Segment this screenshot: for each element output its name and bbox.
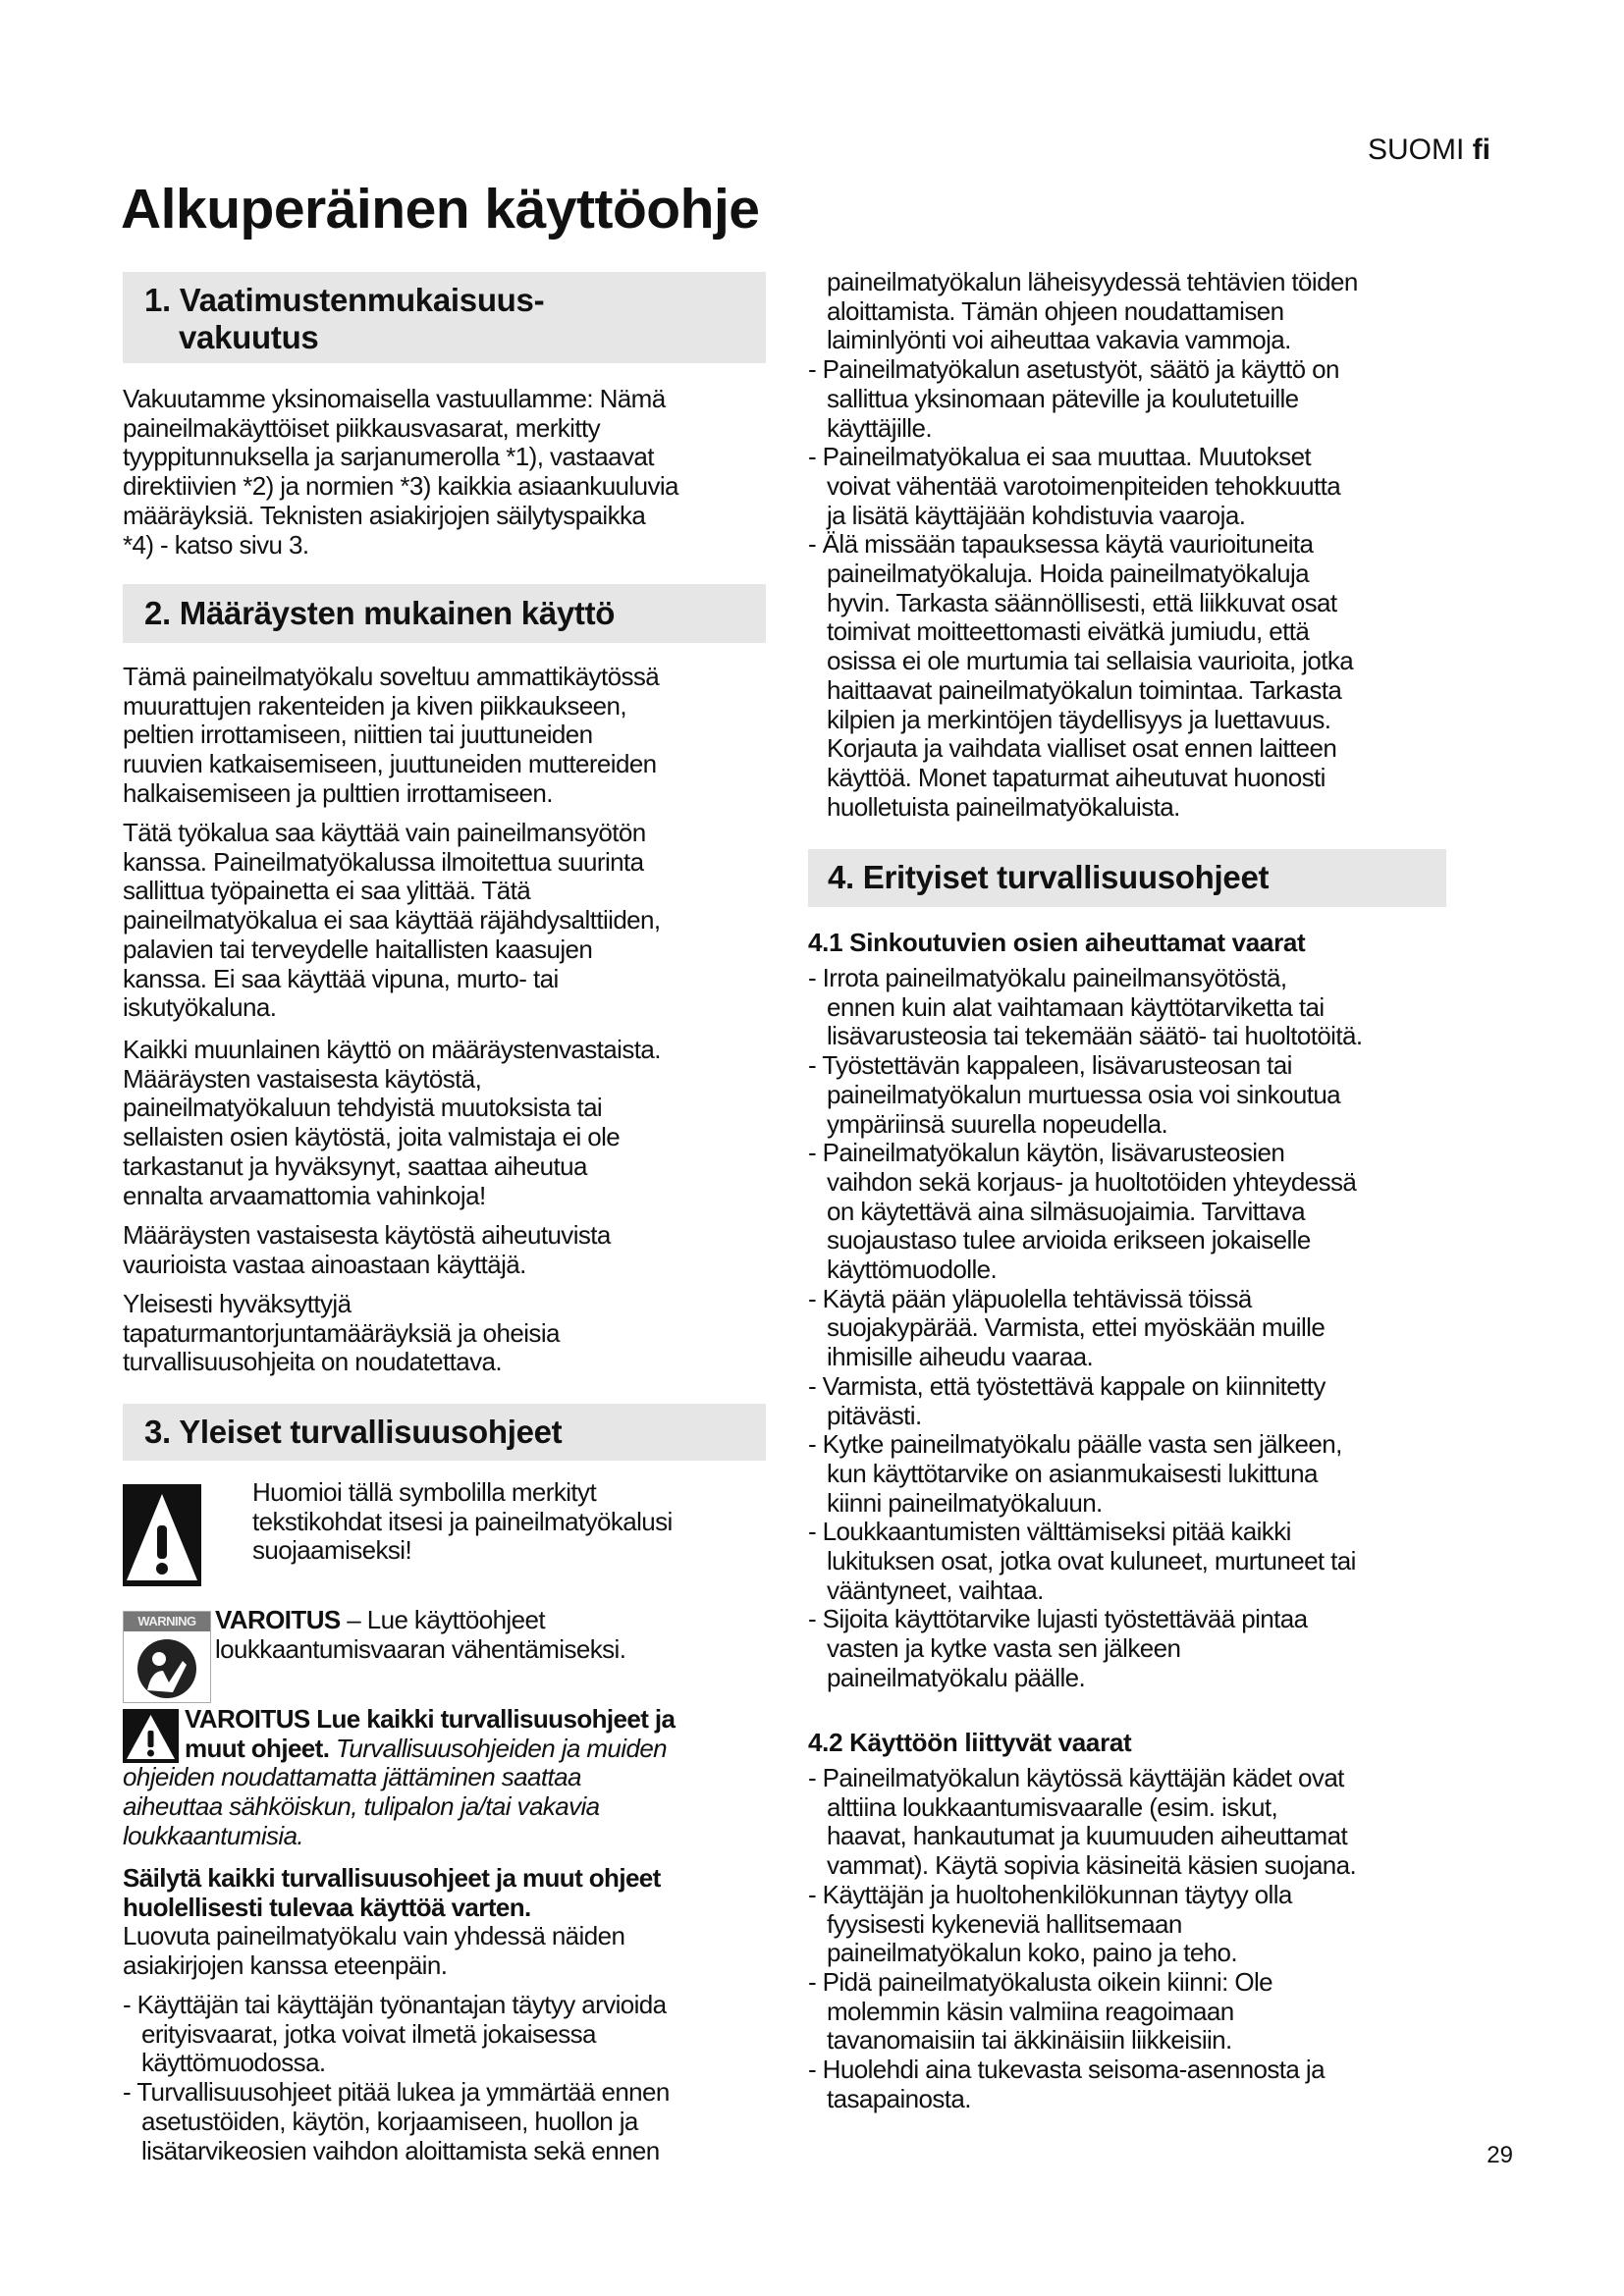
text-line: huolellisesti tulevaa käyttöä varten. <box>123 1892 531 1922</box>
bullet-line: paineilmatyökalun koko, paino ja teho. <box>827 1938 1238 1968</box>
general-warning-bold: muut ohjeet. <box>185 1733 336 1763</box>
bullet-line: - Huolehdi aina tukevasta seisoma-asennosta ja <box>808 2055 1325 2085</box>
general-warning-italic: Turvallisuusohjeiden ja muiden <box>335 1733 668 1763</box>
general-warning-bold: VAROITUS Lue kaikki turvallisuusohjeet ja <box>185 1704 676 1734</box>
text-line: asiakirjojen kanssa eteenpäin. <box>123 1949 448 1980</box>
general-warning <box>123 1705 675 1851</box>
section-1-heading <box>123 272 766 363</box>
text-line: loukkaantumisia. <box>123 1820 304 1850</box>
language-name: SUOMI <box>1368 133 1473 166</box>
liability-paragraph <box>123 1221 611 1279</box>
intended-use-paragraph <box>123 663 659 809</box>
bullet-item <box>808 1881 1356 1968</box>
bullet-line: - Pidä paineilmatyökalusta oikein kiinni: Ole <box>808 1966 1273 1997</box>
text-line: paineilmatyökaluun tehdyistä muutoksista tai <box>123 1093 603 1123</box>
bullet-item <box>123 2078 670 2165</box>
bullet-line: osissa ei ole murtumia tai sellaisia vaurioita, jotka <box>827 646 1354 676</box>
bullet-item <box>808 964 1362 1051</box>
bullet-line: - Paineilmatyökalua ei saa muuttaa. Muutokset <box>808 442 1312 472</box>
text-line: tyyppitunnuksella ja sarjanumerolla *1), vastaavat <box>123 442 654 472</box>
text-line: sallittua työpainetta ei saa ylittää. Tätä <box>123 876 531 906</box>
general-safety-bullets <box>123 1991 670 2165</box>
projectile-hazards-bullets <box>808 964 1362 1693</box>
read-manual-icon <box>124 1631 210 1702</box>
bullet-line: ihmisille aiheudu vaaraa. <box>827 1342 1094 1372</box>
subsection-4-1-heading: 4.1 Sinkoutuvien osien aiheuttamat vaarat <box>808 928 1306 957</box>
bullet-line: - Paineilmatyökalun asetustyöt, säätö ja käyttö on <box>808 354 1339 385</box>
text-line: Huomioi tällä symbolilla merkityt <box>252 1477 597 1507</box>
text-line: tarkastanut ja hyväksynyt, saattaa aiheutua <box>123 1150 587 1181</box>
bullet-line: - Irrota paineilmatyökalu paineilmansyötöstä, <box>808 963 1287 992</box>
bullet-line: - Paineilmatyökalun käytössä käyttäjän kädet ovat <box>808 1763 1344 1792</box>
bullet-line: vääntyneet, vaihtaa. <box>827 1575 1044 1605</box>
bullet-line: vaihdon sekä korjaus- ja huoltotöiden yhteydessä <box>827 1166 1357 1197</box>
bullet-line: - Käyttäjän tai käyttäjän työnantajan täytyy arvioida <box>123 1990 667 2019</box>
bullet-item <box>808 1968 1356 2056</box>
read-manual-warning <box>215 1606 625 1664</box>
text-line: Vakuutamme yksinomaisella vastuullamme: Nämä <box>123 384 666 413</box>
text-line: vaurioista vastaa ainoastaan käyttäjä. <box>123 1249 526 1279</box>
text-line: Määräysten vastaisesta käytöstä, <box>123 1063 482 1094</box>
bullet-line: haittaavat paineilmatyökalun toimintaa. Tarkasta <box>827 674 1342 705</box>
text-line: direktiivien *2) ja normien *3) kaikkia asiaankuuluvia <box>123 471 678 502</box>
bullet-line: käyttöä. Monet tapaturmat aiheutuvat huonosti <box>827 762 1326 792</box>
bullet-line: haavat, hankautumat ja kuumuuden aiheuttamat <box>827 1821 1348 1851</box>
section-1-heading-line: vakuutus <box>179 319 319 355</box>
regulations-paragraph <box>123 1290 560 1377</box>
bullet-line: paineilmatyökaluja. Hoida paineilmatyökaluja <box>827 559 1310 589</box>
text-line: ohjeiden noudattamatta jättäminen saattaa <box>123 1762 581 1792</box>
text-line: määräyksiä. Teknisten asiakirjojen säilytyspaikka <box>123 500 646 530</box>
text-line: Tämä paineilmatyökalu soveltuu ammattikäytössä <box>123 662 660 691</box>
bullet-line: vasten ja kytke vasta sen jälkeen <box>827 1633 1181 1664</box>
bullet-item <box>808 443 1358 530</box>
bullet-line: fyysisesti kykeneviä hallitsemaan <box>827 1908 1182 1939</box>
language-code: fi <box>1472 133 1490 166</box>
bullet-line: suojaustaso tulee arvioida erikseen jokaiselle <box>827 1225 1311 1255</box>
language-label <box>1368 133 1490 167</box>
subsection-4-2-heading: 4.2 Käyttöön liittyvät vaarat <box>808 1728 1132 1757</box>
text-line: sellaisten osien käytöstä, joita valmistaja ei ole <box>123 1122 621 1152</box>
bullet-item <box>123 1991 670 2078</box>
section-4-heading <box>808 849 1446 907</box>
bullet-item <box>808 2056 1356 2113</box>
keep-instructions-text <box>123 1922 624 1980</box>
text-line: halkaisemiseen ja pulttien irrottamiseen. <box>123 777 553 808</box>
text-line: ruuvien katkaisemiseen, juuttuneiden muttereiden <box>123 749 657 779</box>
section-2-heading-text: 2. Määräysten mukainen käyttö <box>144 595 616 631</box>
bullet-line: asetustöiden, käytön, korjaamiseen, huollon ja <box>141 2106 638 2136</box>
page-title: Alkuperäinen käyttöohje <box>121 178 760 240</box>
section-3-heading <box>123 1404 766 1461</box>
text-line: paineilmatyökalua ei saa käyttää räjähdysalttiiden, <box>123 905 661 935</box>
general-safety-bullets-cont <box>808 355 1358 822</box>
bullet-line: tasapainosta. <box>827 2083 971 2113</box>
bullet-line: - Sijoita käyttötarvike lujasti työstettävää pintaa <box>808 1604 1308 1634</box>
text-line: iskutyökaluna. <box>123 992 277 1023</box>
text-line: kanssa. Ei saa käyttää vipuna, murto- tai <box>123 963 559 993</box>
bullet-item <box>808 1285 1362 1372</box>
bullet-line: alttiina loukkaantumisvaaralle (esim. iskut, <box>827 1791 1278 1822</box>
bullet-item <box>808 1605 1362 1692</box>
bullet-line: lisävarusteosia tai tekemään säätö- tai huoltotöitä. <box>827 1021 1363 1051</box>
bullet-line: paineilmatyökalu päälle. <box>827 1662 1086 1692</box>
general-warning-italic-lines <box>123 1763 675 1850</box>
bullet-line: sallittua yksinomaan päteville ja koulutetuille <box>827 383 1299 413</box>
bullet-item <box>808 1051 1362 1139</box>
page-number: 29 <box>1487 2142 1513 2168</box>
bullet-line: huolletuista paineilmatyökaluista. <box>827 791 1180 822</box>
text-line: aloittamista. Tämän ohjeen noudattamisen <box>827 295 1284 326</box>
keep-instructions-bold <box>123 1864 661 1922</box>
bullet-line: vammat). Käytä sopivia käsineitä käsien suojana. <box>827 1850 1357 1881</box>
bullet-item <box>808 1372 1362 1430</box>
text-line: aiheuttaa sähköiskun, tulipalon ja/tai vakavia <box>123 1791 600 1822</box>
text-line: *4) - katso sivu 3. <box>123 529 309 560</box>
text-line: ennalta arvaamattomia vahinkoja! <box>123 1180 486 1210</box>
bullet-line: - Varmista, että työstettävä kappale on kiinnitetty <box>808 1370 1326 1401</box>
bullet-line: voivat vähentää varotoimenpiteiden tehokkuutta <box>827 470 1341 501</box>
warning-text: – Lue käyttöohjeet <box>340 1605 545 1634</box>
bullet-line: - Turvallisuusohjeet pitää lukea ja ymmärtää ennen <box>123 2077 670 2108</box>
bullet-item <box>808 1430 1362 1518</box>
section-4-heading-text: 4. Erityiset turvallisuusohjeet <box>828 859 1270 895</box>
text-line: Tätä työkalua saa käyttää vain paineilmansyötön <box>123 818 646 847</box>
symbol-notice <box>252 1478 673 1566</box>
text-line: laiminlyönti voi aiheuttaa vakavia vammoja. <box>827 325 1291 355</box>
text-line: kanssa. Paineilmatyökalussa ilmoitettua suurinta <box>123 846 644 877</box>
text-line: paineilmatyökalun läheisyydessä tehtävien töiden <box>827 267 1358 296</box>
continued-lines <box>808 268 1358 355</box>
text-line: suojaamiseksi! <box>252 1535 412 1566</box>
section-2-heading <box>123 584 766 643</box>
bullet-item <box>808 530 1358 822</box>
continued-text <box>808 268 1358 822</box>
bullet-line: lisätarvikeosien vaihdon aloittamista sekä ennen <box>141 2135 660 2165</box>
bullet-line: hyvin. Tarkasta säännöllisesti, että liikkuvat osat <box>827 587 1337 617</box>
text-line: turvallisuusohjeita on noudatettava. <box>123 1347 503 1377</box>
bullet-line: molemmin käsin valmiina reagoimaan <box>827 1996 1234 2026</box>
bullet-line: erityisvaarat, jotka voivat ilmetä jokaisessa <box>141 2018 596 2049</box>
text-line: Luovuta paineilmatyökalu vain yhdessä näiden <box>123 1921 625 1950</box>
text-line: paineilmakäyttöiset piikkausvasarat, merkitty <box>123 412 600 443</box>
declaration-paragraph <box>123 385 678 560</box>
bullet-item <box>808 1764 1356 1881</box>
bullet-line: - Kytke paineilmatyökalu päälle vasta sen jälkeen, <box>808 1429 1342 1460</box>
text-line: Määräysten vastaisesta käytöstä aiheutuvista <box>123 1220 611 1250</box>
bullet-line: tavanomaisiin tai äkkinäisiin liikkeisiin. <box>827 2025 1232 2056</box>
warning-keyword: VAROITUS <box>215 1605 341 1634</box>
bullet-line: kiinni paineilmatyökaluun. <box>827 1487 1103 1518</box>
operating-hazards-bullets <box>808 1764 1356 2113</box>
bullet-line: - Käyttäjän ja huoltohenkilökunnan täytyy olla <box>808 1879 1292 1909</box>
text-line: peltien irrottamiseen, niittien tai juuttuneiden <box>123 720 593 750</box>
text-line: Kaikki muunlainen käyttö on määräystenvastaista. <box>123 1035 661 1064</box>
warning-label: WARNING <box>124 1612 210 1631</box>
bullet-line: ympäriinsä suurella nopeudella. <box>827 1108 1168 1139</box>
bullet-line: toimivat moitteettomasti eivätkä jumiudu, että <box>827 616 1310 647</box>
text-line: tapaturmantorjuntamääräyksiä ja oheisia <box>123 1317 560 1348</box>
text-line: Yleisesti hyväksyttyjä <box>123 1289 352 1318</box>
bullet-line: käyttäjille. <box>827 412 932 443</box>
bullet-line: kilpien ja merkintöjen täydellisyys ja luettavuus. <box>827 704 1331 734</box>
bullet-line: - Älä missään tapauksessa käytä vaurioituneita <box>808 529 1314 560</box>
text-line: muurattujen rakenteiden ja kiven piikkaukseen, <box>123 690 626 721</box>
text-line: Säilytä kaikki turvallisuusohjeet ja muut ohjeet <box>123 1863 661 1893</box>
bullet-line: - Käytä pään yläpuolella tehtävissä töissä <box>808 1283 1252 1313</box>
bullet-item <box>808 1139 1362 1285</box>
warning-text-line: loukkaantumisvaaran vähentämiseksi. <box>215 1633 626 1664</box>
read-manual-warning-icon <box>123 1611 211 1703</box>
text-line: palavien tai terveydelle haitallisten kaasujen <box>123 934 593 964</box>
section-1-heading-line: 1. Vaatimustenmukaisuus- <box>144 282 545 318</box>
bullet-item <box>808 1518 1362 1605</box>
bullet-line: on käytettävä aina silmäsuojaimia. Tarvittava <box>827 1196 1305 1226</box>
bullet-line: kun käyttötarvike on asianmukaisesti lukittuna <box>827 1458 1318 1488</box>
bullet-line: - Paineilmatyökalun käytön, lisävarusteosien <box>808 1138 1285 1168</box>
bullet-line: lukituksen osat, jotka ovat kuluneet, murtuneet tai <box>827 1546 1356 1576</box>
warning-triangle-icon <box>123 1484 201 1586</box>
bullet-line: ja lisätä käyttäjään kohdistuvia vaaroja. <box>827 500 1246 530</box>
bullet-line: - Työstettävän kappaleen, lisävarusteosan tai <box>808 1050 1292 1081</box>
bullet-line: ennen kuin alat vaihtamaan käyttötarviketta tai <box>827 991 1325 1022</box>
bullet-line: käyttömuodossa. <box>141 2048 326 2078</box>
bullet-line: käyttömuodolle. <box>827 1255 998 1285</box>
bullet-line: paineilmatyökalun murtuessa osia voi sinkoutua <box>827 1079 1341 1109</box>
bullet-line: - Loukkaantumisten välttämiseksi pitää kaikki <box>808 1517 1291 1547</box>
section-3-heading-text: 3. Yleiset turvallisuusohjeet <box>144 1414 563 1450</box>
text-line: tekstikohdat itsesi ja paineilmatyökalusi <box>252 1506 673 1536</box>
improper-use-paragraph <box>123 1036 661 1210</box>
usage-restriction-paragraph <box>123 819 661 1023</box>
bullet-line: suojakypärää. Varmista, ettei myöskään muille <box>827 1312 1326 1343</box>
bullet-line: Korjauta ja vaihdata vialliset osat ennen laitteen <box>827 733 1337 764</box>
bullet-item <box>808 355 1358 443</box>
bullet-line: pitävästi. <box>827 1400 922 1430</box>
